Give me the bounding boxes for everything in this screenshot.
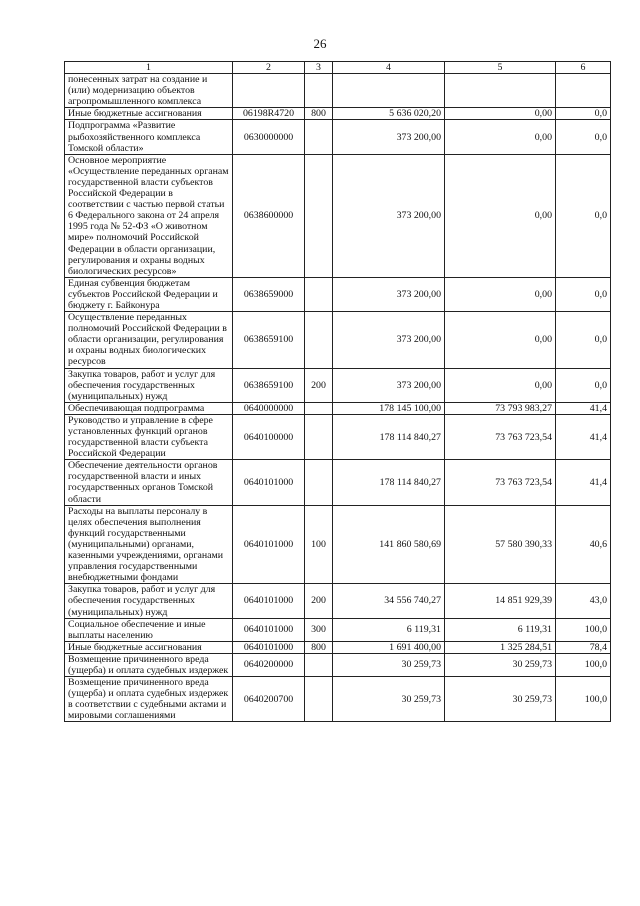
column-header: 5	[445, 62, 556, 74]
row-code-cell: 0638659100	[233, 312, 305, 368]
table-row	[65, 677, 611, 722]
table-row	[65, 108, 611, 120]
row-code-cell: 0640101000	[233, 584, 305, 618]
row-actual-cell: 1 325 284,51	[445, 641, 556, 653]
row-code-cell	[233, 74, 305, 108]
row-expense-type-cell	[305, 653, 333, 676]
row-percent-cell: 0,0	[556, 120, 611, 154]
row-code-cell: 0630000000	[233, 120, 305, 154]
table-row	[65, 641, 611, 653]
row-percent-cell: 41,4	[556, 402, 611, 414]
budget-table	[64, 61, 611, 722]
column-header: 3	[305, 62, 333, 74]
row-name-cell: Осуществление переданных полномочий Российской Федерации в области организации, регулирования и охраны водных биологических ресурсов	[65, 312, 233, 368]
table-row	[65, 154, 611, 277]
row-percent-cell: 0,0	[556, 154, 611, 277]
row-code-cell: 06198R4720	[233, 108, 305, 120]
row-percent-cell: 0,0	[556, 277, 611, 311]
row-percent-cell: 100,0	[556, 677, 611, 722]
row-code-cell: 0638659100	[233, 368, 305, 402]
row-actual-cell: 0,00	[445, 108, 556, 120]
row-plan-cell: 6 119,31	[333, 618, 445, 641]
table-row	[65, 505, 611, 584]
row-percent-cell: 40,6	[556, 505, 611, 584]
column-header: 6	[556, 62, 611, 74]
row-code-cell: 0640101000	[233, 505, 305, 584]
row-actual-cell: 6 119,31	[445, 618, 556, 641]
column-header: 2	[233, 62, 305, 74]
row-name-cell: Расходы на выплаты персоналу в целях обеспечения выполнения функций государственными (муниципальными) органами, казенными учреждениями, органами управления государственными внебюджетными фондами	[65, 505, 233, 584]
row-name-cell: Иные бюджетные ассигнования	[65, 641, 233, 653]
row-percent-cell: 78,4	[556, 641, 611, 653]
row-plan-cell	[333, 74, 445, 108]
row-plan-cell: 373 200,00	[333, 277, 445, 311]
row-expense-type-cell	[305, 312, 333, 368]
row-percent-cell: 0,0	[556, 312, 611, 368]
table-row	[65, 460, 611, 505]
row-expense-type-cell: 200	[305, 368, 333, 402]
row-percent-cell: 43,0	[556, 584, 611, 618]
table-row	[65, 618, 611, 641]
table-header-row	[65, 62, 611, 74]
row-name-cell: Основное мероприятие «Осуществление переданных органам государственной власти субъектов Российской Федерации в соответствии с частью первой статьи 6 Федерального закона от 24 апреля 1995 года № 52-ФЗ «О животном мире» полномочий Российской Федерации в области организации, регулирования и охраны водных биологических ресурсов»	[65, 154, 233, 277]
column-header: 1	[65, 62, 233, 74]
row-plan-cell: 1 691 400,00	[333, 641, 445, 653]
row-expense-type-cell	[305, 677, 333, 722]
row-actual-cell: 73 793 983,27	[445, 402, 556, 414]
table-row	[65, 584, 611, 618]
table-row	[65, 312, 611, 368]
row-plan-cell: 30 259,73	[333, 653, 445, 676]
row-name-cell: Иные бюджетные ассигнования	[65, 108, 233, 120]
column-header: 4	[333, 62, 445, 74]
row-expense-type-cell: 800	[305, 108, 333, 120]
row-percent-cell: 100,0	[556, 618, 611, 641]
row-expense-type-cell	[305, 74, 333, 108]
row-actual-cell: 73 763 723,54	[445, 460, 556, 505]
row-name-cell: Обеспечение деятельности органов государственной власти и иных государственных органов Томской области	[65, 460, 233, 505]
row-expense-type-cell	[305, 402, 333, 414]
row-code-cell: 0640101000	[233, 460, 305, 505]
row-expense-type-cell: 300	[305, 618, 333, 641]
table-row	[65, 74, 611, 108]
row-expense-type-cell	[305, 460, 333, 505]
row-plan-cell: 373 200,00	[333, 312, 445, 368]
row-plan-cell: 373 200,00	[333, 368, 445, 402]
row-code-cell: 0640100000	[233, 414, 305, 459]
row-actual-cell: 30 259,73	[445, 677, 556, 722]
row-name-cell: Закупка товаров, работ и услуг для обеспечения государственных (муниципальных) нужд	[65, 368, 233, 402]
row-name-cell: Возмещение причиненного вреда (ущерба) и оплата судебных издержек	[65, 653, 233, 676]
row-plan-cell: 373 200,00	[333, 120, 445, 154]
row-code-cell: 0638659000	[233, 277, 305, 311]
row-actual-cell: 0,00	[445, 120, 556, 154]
row-expense-type-cell	[305, 414, 333, 459]
row-name-cell: Руководство и управление в сфере установленных функций органов государственной власти субъекта Российской Федерации	[65, 414, 233, 459]
row-code-cell: 0640000000	[233, 402, 305, 414]
row-actual-cell: 73 763 723,54	[445, 414, 556, 459]
row-code-cell: 0640200000	[233, 653, 305, 676]
row-actual-cell	[445, 74, 556, 108]
row-actual-cell: 0,00	[445, 368, 556, 402]
row-name-cell: Закупка товаров, работ и услуг для обеспечения государственных (муниципальных) нужд	[65, 584, 233, 618]
row-name-cell: Подпрограмма «Развитие рыбохозяйственного комплекса Томской области»	[65, 120, 233, 154]
page-number: 26	[313, 36, 327, 51]
row-plan-cell: 373 200,00	[333, 154, 445, 277]
table-row	[65, 277, 611, 311]
row-name-cell: Единая субвенция бюджетам субъектов Российской Федерации и бюджету г. Байконура	[65, 277, 233, 311]
row-plan-cell: 34 556 740,27	[333, 584, 445, 618]
row-actual-cell: 0,00	[445, 312, 556, 368]
row-expense-type-cell: 800	[305, 641, 333, 653]
row-code-cell: 0640101000	[233, 641, 305, 653]
row-name-cell: понесенных затрат на создание и (или) модернизацию объектов агропромышленного комплекса	[65, 74, 233, 108]
row-expense-type-cell	[305, 277, 333, 311]
row-actual-cell: 30 259,73	[445, 653, 556, 676]
table-row	[65, 653, 611, 676]
row-code-cell: 0638600000	[233, 154, 305, 277]
row-plan-cell: 178 114 840,27	[333, 460, 445, 505]
row-plan-cell: 5 636 020,20	[333, 108, 445, 120]
row-actual-cell: 57 580 390,33	[445, 505, 556, 584]
row-percent-cell: 41,4	[556, 414, 611, 459]
row-plan-cell: 141 860 580,69	[333, 505, 445, 584]
row-plan-cell: 30 259,73	[333, 677, 445, 722]
table-row	[65, 368, 611, 402]
row-percent-cell: 41,4	[556, 460, 611, 505]
row-expense-type-cell	[305, 120, 333, 154]
row-actual-cell: 0,00	[445, 154, 556, 277]
row-plan-cell: 178 145 100,00	[333, 402, 445, 414]
row-percent-cell: 100,0	[556, 653, 611, 676]
row-actual-cell: 0,00	[445, 277, 556, 311]
row-percent-cell: 0,0	[556, 368, 611, 402]
row-code-cell: 0640101000	[233, 618, 305, 641]
row-expense-type-cell: 100	[305, 505, 333, 584]
table-row	[65, 120, 611, 154]
row-name-cell: Социальное обеспечение и иные выплаты населению	[65, 618, 233, 641]
table-body	[65, 74, 611, 722]
row-code-cell: 0640200700	[233, 677, 305, 722]
row-expense-type-cell: 200	[305, 584, 333, 618]
row-actual-cell: 14 851 929,39	[445, 584, 556, 618]
row-percent-cell	[556, 74, 611, 108]
row-name-cell: Обеспечивающая подпрограмма	[65, 402, 233, 414]
row-plan-cell: 178 114 840,27	[333, 414, 445, 459]
row-expense-type-cell	[305, 154, 333, 277]
table-row	[65, 402, 611, 414]
row-name-cell: Возмещение причиненного вреда (ущерба) и оплата судебных издержек в соответствии с судебными актами и мировыми соглашениями	[65, 677, 233, 722]
table-row	[65, 414, 611, 459]
row-percent-cell: 0,0	[556, 108, 611, 120]
